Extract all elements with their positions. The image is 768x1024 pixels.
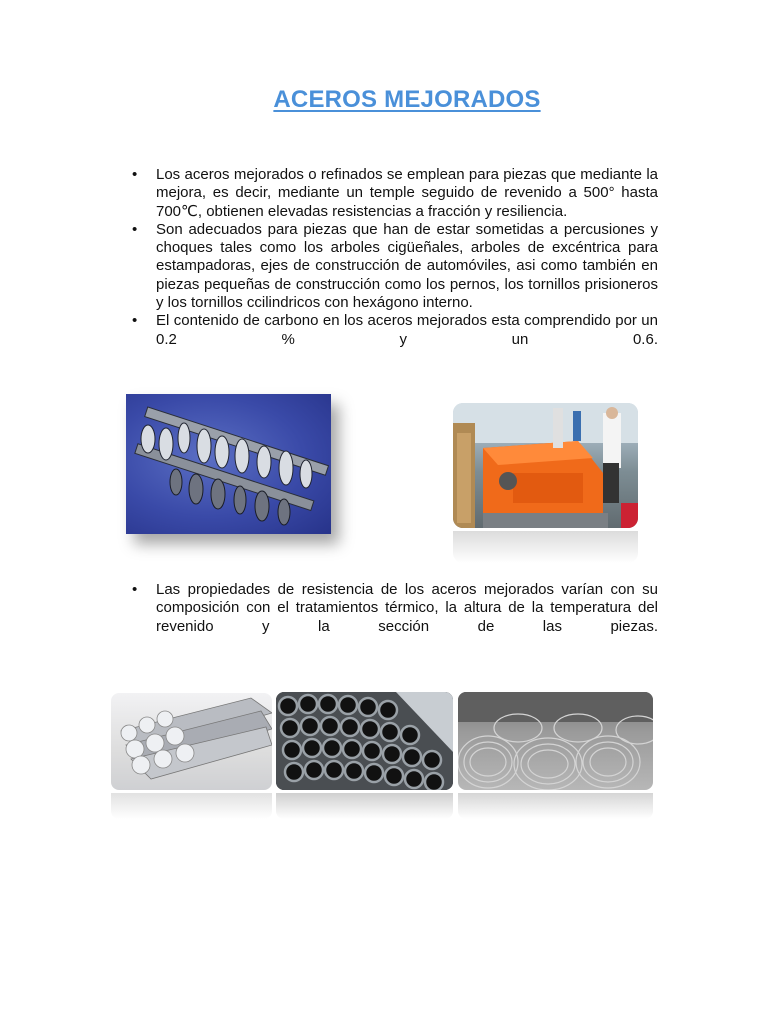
list-item-text: Los aceros mejorados o refinados se emplean para piezas que mediante la mejora, es decir, mediante un temple seguido de revenido a 500° hasta 700℃, obtienen elevadas resistencias a fracción y resiliencia. [156, 166, 658, 220]
wire-coils-reflection [458, 793, 653, 819]
list-item [130, 166, 658, 221]
steel-tubes-image [276, 692, 453, 790]
list-item-text: El contenido de carbono en los aceros mejorados esta comprendido por un 0.2 % y un 0.6. [156, 312, 658, 348]
list-item-text: Las propiedades de resistencia de los aceros mejorados varían con su composición con el tratamientos térmico, la altura de la temperatura del revenido y la sección de las piezas. [156, 581, 658, 635]
list-item [130, 581, 658, 636]
crankshaft-image [126, 394, 331, 534]
list-item [130, 312, 658, 349]
bullet-icon: • [132, 220, 138, 238]
steel-bars-image [111, 693, 272, 790]
bullet-icon: • [132, 166, 138, 183]
bullet-icon: • [132, 312, 138, 330]
list-item [130, 221, 658, 312]
list-item-text: Son adecuados para piezas que han de estar sometidas a percusiones y choques tales como los arboles cigüeñales, arboles de excéntrica para estampadoras, ejes de construcción de automóviles, asi como también en piezas pequeñas de construcción como los pernos, los tornillos prisioneros y los tornillos ccilindricos con hexágono interno. [156, 220, 658, 312]
steel-tubes-reflection [276, 793, 453, 819]
machine-image-reflection [453, 531, 638, 563]
bullet-list-top [130, 166, 658, 349]
machine-image [453, 403, 638, 528]
bullet-list-bottom [130, 581, 658, 636]
page-title: ACEROS MEJORADOS [273, 86, 541, 113]
bullet-icon: • [132, 581, 138, 598]
wire-coils-image [458, 692, 653, 790]
steel-bars-reflection [111, 793, 272, 819]
